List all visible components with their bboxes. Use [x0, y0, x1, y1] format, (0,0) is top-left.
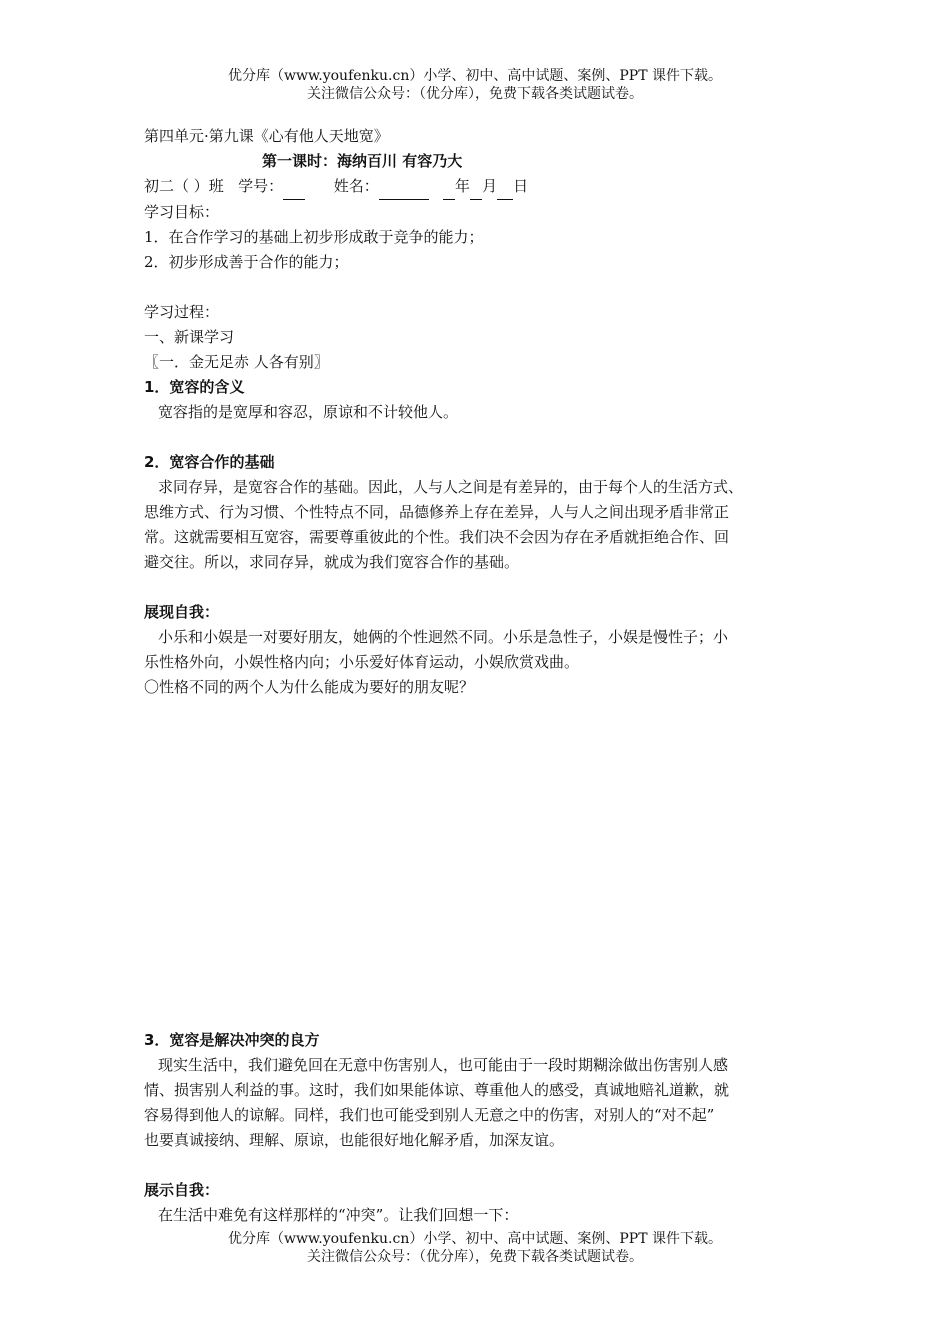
- month-blank[interactable]: [470, 174, 482, 200]
- student-id-label: 学号：: [238, 177, 284, 195]
- year-blank[interactable]: [443, 174, 455, 200]
- paragraph-line: 情、损害别人利益的事。这时，我们如果能体谅、尊重他人的感受，真诚地赔礼道歉，就: [144, 1081, 730, 1099]
- show-yourself-heading: 展现自我：: [144, 603, 220, 621]
- page-footer: [0, 1230, 950, 1266]
- student-id-blank[interactable]: [283, 174, 305, 200]
- paragraph-line: 小乐和小娱是一对要好朋友，她俩的个性迥然不同。小乐是急性子，小娱是慢性子；小: [158, 628, 729, 646]
- lesson-title: 第一课时：海纳百川 有容乃大: [262, 152, 463, 170]
- day-label: 日: [513, 177, 529, 195]
- show-yourself-heading-2: 展示自我：: [144, 1181, 220, 1199]
- day-blank[interactable]: [497, 174, 513, 200]
- goal-item: 1．在合作学习的基础上初步形成敢于竞争的能力；: [144, 228, 484, 246]
- paragraph-line: 避交往。所以，求同存异，就成为我们宽容合作的基础。: [144, 553, 520, 571]
- paragraph-line: 容易得到他人的谅解。同样，我们也可能受到别人无意之中的伤害，对别人的“对不起”: [144, 1106, 715, 1124]
- new-lesson-heading: 一、新课学习: [144, 328, 235, 346]
- paragraph-line: 也要真诚接纳、理解、原谅，也能很好地化解矛盾，加深友谊。: [144, 1131, 565, 1149]
- section-one-heading: 〖一．金无足赤 人各有别〗: [144, 353, 329, 371]
- unit-title: 第四单元·第九课《心有他人天地宽》: [144, 127, 389, 145]
- answer-space[interactable]: [144, 700, 816, 1028]
- paragraph-line: 思维方式、行为习惯、个性特点不同，品德修养上存在差异，人与人之间出现矛盾非常正: [144, 503, 730, 521]
- paragraph: 宽容指的是宽厚和容忍，原谅和不计较他人。: [158, 403, 459, 421]
- paragraph-line: 乐性格外向，小娱性格内向；小乐爱好体育运动，小娱欣赏戏曲。: [144, 653, 580, 671]
- year-label: 年: [455, 177, 471, 195]
- name-label: 姓名：: [333, 177, 379, 195]
- goal-item: 2．初步形成善于合作的能力；: [144, 253, 349, 271]
- name-blank[interactable]: [379, 174, 429, 200]
- process-heading: 学习过程：: [144, 303, 220, 321]
- header-line-1: 优分库（www.youfenku.cn）小学、初中、高中试题、案例、PPT 课件下载。: [227, 68, 722, 84]
- footer-line-2: 关注微信公众号：（优分库），免费下载各类试题试卷。: [307, 1249, 643, 1265]
- class-label: 初二（ ）班: [144, 177, 224, 195]
- paragraph-line: 求同存异，是宽容合作的基础。因此，人与人之间是有差异的，由于每个人的生活方式、: [158, 478, 744, 496]
- paragraph-line: 在生活中难免有这样那样的“冲突”。让我们回想一下：: [158, 1206, 519, 1224]
- student-info-row: [144, 174, 816, 200]
- goals-heading: 学习目标：: [144, 203, 220, 221]
- page-header: [0, 67, 950, 103]
- question: 〇性格不同的两个人为什么能成为要好的朋友呢？: [144, 678, 475, 696]
- month-label: 月: [482, 177, 498, 195]
- heading-conflict-remedy: 3．宽容是解决冲突的良方: [144, 1031, 320, 1049]
- heading-cooperation-basis: 2．宽容合作的基础: [144, 453, 275, 471]
- document-body: [144, 124, 816, 1228]
- paragraph-line: 常。这就需要相互宽容，需要尊重彼此的个性。我们决不会因为存在矛盾就拒绝合作、回: [144, 528, 730, 546]
- footer-line-1: 优分库（www.youfenku.cn）小学、初中、高中试题、案例、PPT 课件下载。: [227, 1231, 722, 1247]
- paragraph-line: 现实生活中，我们避免回在无意中伤害别人，也可能由于一段时期糊涂做出伤害别人感: [158, 1056, 729, 1074]
- header-line-2: 关注微信公众号：（优分库），免费下载各类试题试卷。: [307, 86, 643, 102]
- heading-tolerance-meaning: 1．宽容的含义: [144, 378, 245, 396]
